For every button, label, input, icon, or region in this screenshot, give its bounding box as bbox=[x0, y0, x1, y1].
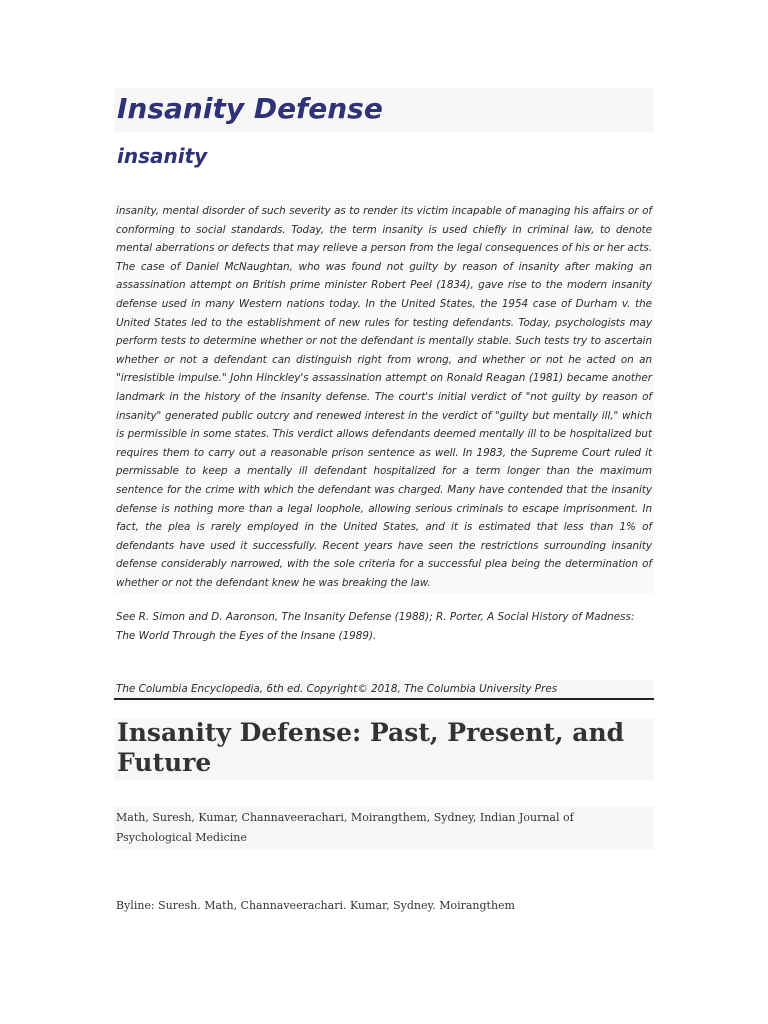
entry-copyright: The Columbia Encyclopedia, 6th ed. Copyright© 2018, The Columbia University Pres bbox=[114, 680, 654, 700]
entry-title-block bbox=[114, 88, 654, 132]
document-page bbox=[114, 88, 654, 916]
entry-headword: insanity bbox=[117, 144, 208, 168]
article-title: Insanity Defense: Past, Present, and Future bbox=[114, 718, 654, 780]
entry-body: insanity, mental disorder of such severity as to render its victim incapable of managing his affairs or of conforming to social standards. Today, the term insanity is used chiefly in criminal law, to denote mental aberrations or defects that may relieve a person from the legal consequences of his or her acts. The case of Daniel McNaughtan, who was found not guilty by reason of insanity after making an assassination attempt on British prime minister Robert Peel (1834), gave rise to the modern insanity defense used in many Western nations today. In the United States, the 1954 case of Durham v. the United States led to the establishment of new rules for testing defendants. Today, psychologists may perform tests to determine whether or not the defendant is mentally stable. Such tests try to ascertain whether or not a defendant can distinguish right from wrong, and whether or not he acted on an "irresistible impulse." John Hinckley's assassination attempt on Ronald Reagan (1981) became another landmark in the history of the insanity defense. The court's initial verdict of "not guilty by reason of insanity" generated public outcry and renewed interest in the verdict of "guilty but mentally ill," which is permissible in some states. This verdict allows defendants deemed mentally ill to be hospitalized but requires them to carry out a reasonable prison sentence as well. In 1983, the Supreme Court ruled it permissable to keep a mentally ill defendant hospitalized for a term longer than the maximum sentence for the crime with which the defendant was charged. Many have contended that the insanity defense is nothing more than a legal loophole, allowing serious criminals to escape imprisonment. In fact, the plea is rarely employed in the United States, and it is estimated that less than 1% of defendants have used it successfully. Recent years have seen the restrictions surrounding insanity defense considerably narrowed, with the sole criteria for a successful plea being the determination of whether or not the defendant knew he was breaking the law. bbox=[114, 200, 654, 594]
article-byline: Byline: Suresh. Math, Channaveerachari. Kumar, Sydney. Moirangthem bbox=[116, 899, 515, 913]
article-authors: Math, Suresh, Kumar, Channaveerachari, Moirangthem, Sydney, Indian Journal of Psychological Medicine bbox=[114, 806, 654, 850]
entry-title: Insanity Defense bbox=[117, 92, 383, 125]
entry-see-also: See R. Simon and D. Aaronson, The Insanity Defense (1988); R. Porter, A Social History of Madness: The World Through the Eyes of the Insane (1989). bbox=[116, 611, 635, 643]
